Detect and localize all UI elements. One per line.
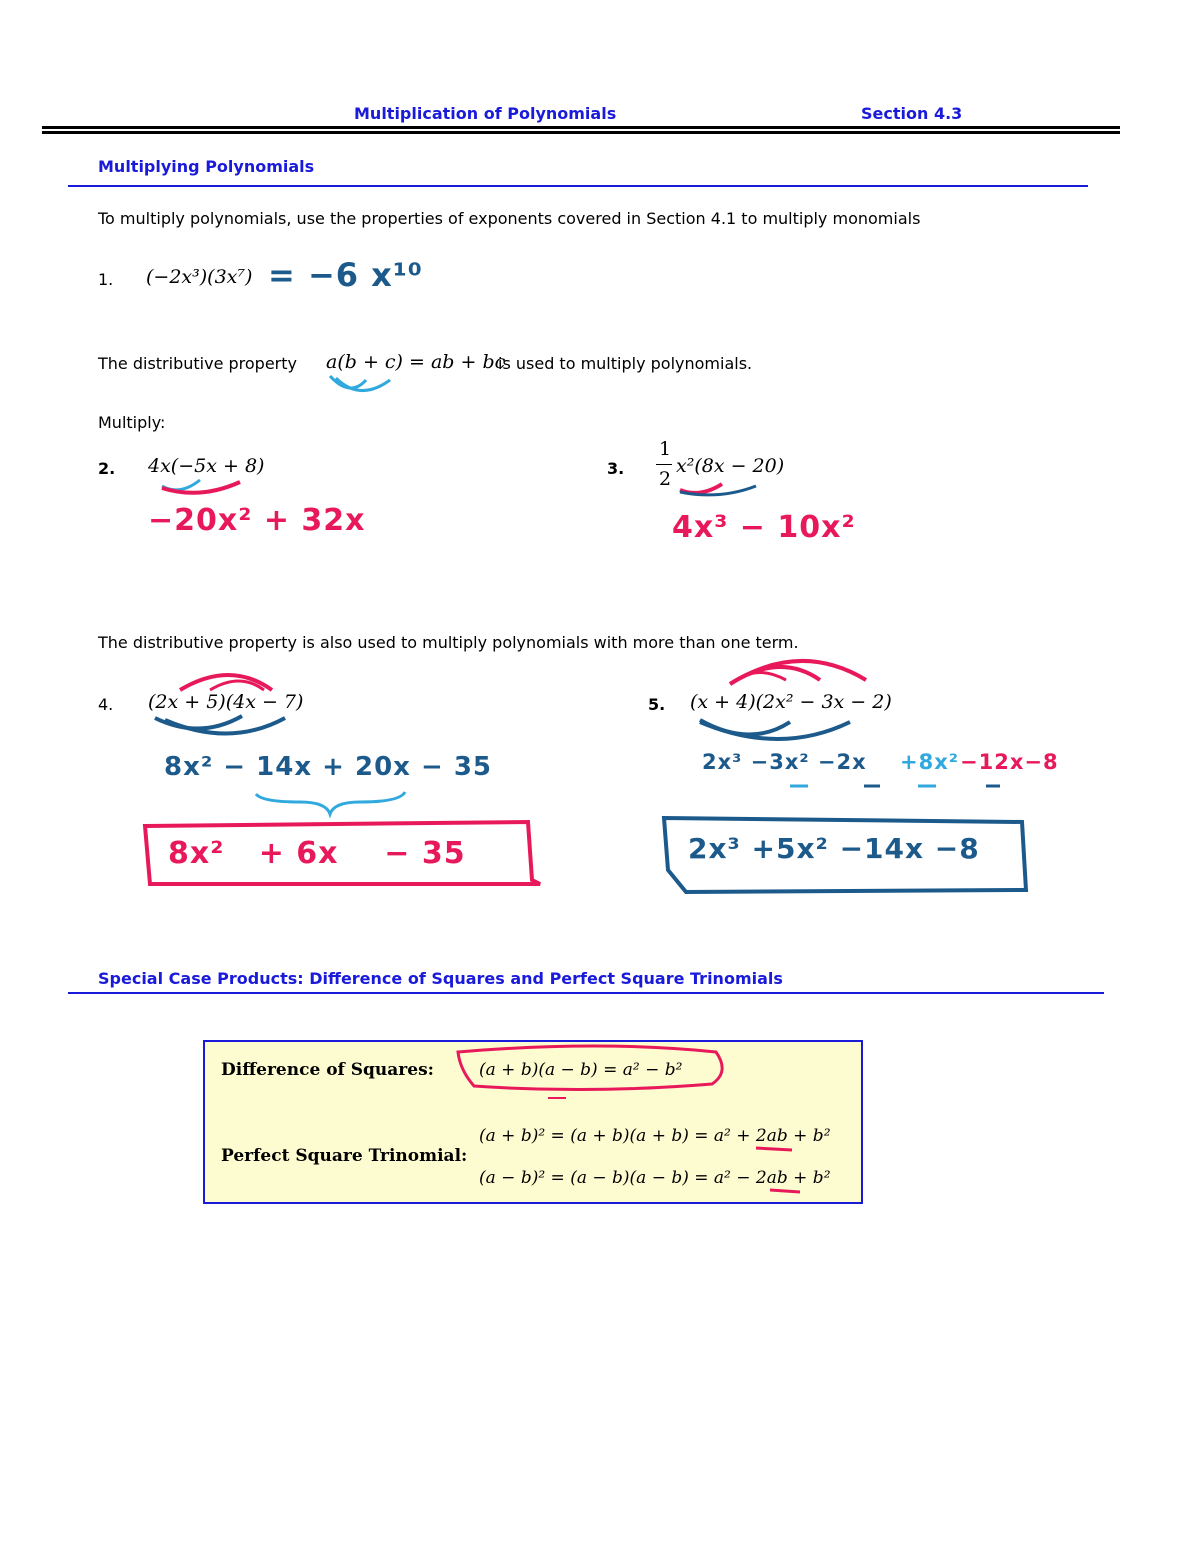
foil-arrow: [740, 672, 786, 680]
distribute-arrow: [162, 482, 240, 493]
handwritten-work: 2x³ −3x² −2x: [702, 750, 867, 774]
section-heading-multiplying: Multiplying Polynomials: [98, 157, 315, 176]
boxed-answer: 8x² + 6x − 35: [168, 836, 466, 871]
problem-number: 5.: [648, 695, 666, 714]
handwritten-answer: 4x³ − 10x²: [672, 510, 856, 545]
problem-expression: (−2x³)(3x⁷): [146, 266, 253, 288]
distribute-arrow: [680, 484, 722, 493]
boxed-answer: 2x³ +5x² −14x −8: [688, 832, 980, 865]
handwritten-work: −12x−8: [960, 750, 1059, 774]
multiply-label: Multiply:: [98, 413, 166, 432]
problem-expression: 4x(−5x + 8): [148, 455, 265, 477]
fraction-denominator: 2: [659, 468, 672, 490]
handwritten-answer: = −6 x¹⁰: [268, 256, 423, 294]
problem-expression: (2x + 5)(4x − 7): [148, 691, 304, 713]
problem-number: 2.: [98, 459, 116, 478]
distributive-text: The distributive property: [98, 354, 297, 373]
problem-number: 1.: [98, 270, 114, 289]
problem-number: 4.: [98, 695, 114, 714]
problem-expression: (x + 4)(2x² − 3x − 2): [690, 691, 892, 713]
section-number: Section 4.3: [861, 104, 963, 123]
handwritten-work: +8x²: [900, 750, 959, 774]
intro-text: To multiply polynomials, use the properties of exponents covered in Section 4.1 to multiply monomials: [98, 209, 921, 228]
answer-box: [145, 822, 540, 884]
page-title: Multiplication of Polynomials: [354, 104, 617, 123]
handwritten-answer: −20x² + 32x: [148, 503, 366, 538]
highlight-circle: [458, 1046, 722, 1090]
underline-mark: [756, 1148, 792, 1150]
distributive-suffix: is used to multiply polynomials.: [498, 354, 753, 373]
fraction-numerator: 1: [659, 438, 672, 460]
trinomial-label: Perfect Square Trinomial:: [221, 1146, 468, 1166]
difference-formula: (a + b)(a − b) = a² − b²: [479, 1060, 683, 1080]
underline-mark: [770, 1190, 800, 1192]
problem-expression: x²(8x − 20): [676, 455, 785, 477]
answer-box: [664, 818, 1026, 892]
handwritten-work: 8x² − 14x + 20x − 35: [164, 752, 493, 782]
more-terms-text: The distributive property is also used to multiply polynomials with more than one term.: [98, 633, 799, 652]
distributive-formula: a(b + c) = ab + bc: [326, 351, 506, 373]
combine-brace: [256, 792, 405, 814]
difference-label: Difference of Squares:: [221, 1060, 434, 1080]
problem-number: 3.: [607, 459, 625, 478]
trinomial-formula-difference: (a − b)² = (a − b)(a − b) = a² − 2ab + b²: [479, 1168, 831, 1188]
trinomial-formula-sum: (a + b)² = (a + b)(a + b) = a² + 2ab + b²: [479, 1126, 831, 1146]
section-heading-special-products: Special Case Products: Difference of Squares and Perfect Square Trinomials: [98, 969, 783, 988]
